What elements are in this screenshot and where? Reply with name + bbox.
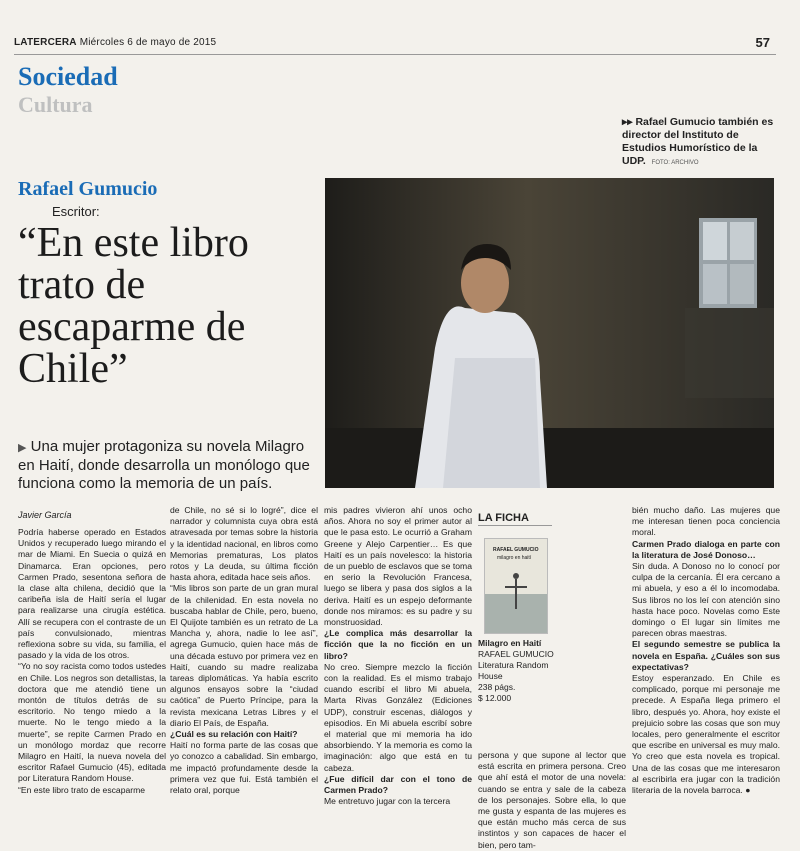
book-publisher: Literatura Random House bbox=[478, 660, 549, 681]
article-column-4 bbox=[478, 750, 626, 851]
author-role: Escritor: bbox=[52, 204, 100, 219]
byline: Javier García bbox=[18, 510, 72, 520]
book-author: RAFAEL GUMUCIO bbox=[478, 649, 554, 659]
header-rule bbox=[14, 54, 776, 55]
lead-paragraph bbox=[18, 438, 318, 493]
paragraph: de Chile, no sé si lo logré”, dice el narrador y columnista cuya obra está atravesada por temas sobre la historia y la identidad nacional, en libros como Memorias prematuras, Los platos rotos y La deuda, su última ficción hasta ahora, editada hace seis años. bbox=[170, 505, 318, 583]
issue-date: Miércoles 6 de mayo de 2015 bbox=[79, 37, 217, 48]
article-column-5 bbox=[632, 505, 780, 796]
interview-question: ¿Cuál es su relación con Haití? bbox=[170, 729, 298, 740]
article-column-2 bbox=[170, 505, 318, 796]
author-name: Rafael Gumucio bbox=[18, 178, 158, 200]
photo-credit: FOTO: ARCHIVO bbox=[651, 160, 699, 166]
section-title: Sociedad bbox=[18, 62, 118, 91]
article-column-3 bbox=[324, 505, 472, 807]
book-cover-illustration bbox=[485, 539, 547, 633]
caption-text: ▸▸ Rafael Gumucio también es director del Instituto de Estudios Humorístico de la UDP. bbox=[622, 116, 774, 167]
book-sidebar-title: LA FICHA bbox=[478, 512, 529, 524]
paragraph: Podría haberse operado en Estados Unidos y recuperado luego mirando el mar de Miami. En Suecia o quizá en Dinamarca. Eran opciones, pero Carmen Prado, sesentona señora de la clase alta chilena, decidió que la caribeña isla de Haití sería el lugar para realizarse una cirugía estética. Allí se recupera con el contraste de un país convulsionado, mientras reflexiona sobre su vida, su familia, el pasado y la vida de los otros. bbox=[18, 527, 166, 661]
book-title: Milagro en Haití bbox=[478, 638, 542, 648]
paragraph: Haití no forma parte de las cosas que yo conozco a cabalidad. Sin embargo, me impactó profundamente desde la primera vez que fui. Está también el relato oral, porque bbox=[170, 740, 318, 796]
page-number: 57 bbox=[755, 35, 770, 50]
paragraph: persona y que supone al lector que está escrita en primera persona. Creo que ahí está el motor de una novela: cuando se entra y sale de la cabeza de los personajes. Sobre ella, lo que me gusta y espanta de las mujeres es que están mucho más cerca de sus instintos y son capaces de hacer el bien, pero tam- bbox=[478, 750, 626, 850]
subsection-title: Cultura bbox=[18, 92, 93, 117]
book-cover-author: RAFAEL GUMUCIO bbox=[493, 547, 539, 553]
sidebar-rule bbox=[478, 525, 552, 526]
paper-name: LATERCERA bbox=[14, 37, 77, 48]
paragraph: “En este libro trato de escaparme bbox=[18, 784, 146, 795]
triangle-bullet-icon: ▶ bbox=[18, 442, 27, 454]
book-cover-title: milagro en haití bbox=[497, 555, 532, 561]
interview-question: El segundo semestre se publica la novela en España. ¿Cuáles son sus expectativas? bbox=[632, 639, 780, 672]
paragraph: Me entretuvo jugar con la tercera bbox=[324, 796, 451, 807]
newspaper-header bbox=[14, 37, 216, 48]
portrait-illustration bbox=[325, 178, 774, 488]
paragraph: “Mis libros son parte de un gran mural de la chilenidad. En esta novela no buscaba hablar de Chile, pero, bueno, El Quijote también es un retrato de La Mancha y, ahora, nadie lo lee así”, agrega Gumucio, quien hace más de una década estuvo por primera vez en Haití, cuando su madre realizaba tareas diplomáticas. Ya había escrito algunos ensayos sobre la “ciudad caótica” de Puerto Príncipe, para la revista mexicana Letras Libres y el diario El País, de España. bbox=[170, 583, 318, 728]
book-pages: 238 págs. bbox=[478, 682, 516, 692]
interview-question: Carmen Prado dialoga en parte con la literatura de José Donoso… bbox=[632, 538, 780, 560]
article-column-1 bbox=[18, 527, 166, 796]
headline: “En este libro trato de escaparme de Chile” bbox=[18, 220, 249, 392]
lead-text: Una mujer protagoniza su novela Milagro en Haití, donde desarrolla un monólogo que funciona como la memoria de un país. bbox=[18, 438, 310, 492]
paragraph: bién mucho daño. Las mujeres que me interesan tienen poca conciencia moral. bbox=[632, 505, 780, 538]
paragraph: No creo. Siempre mezclo la ficción con la realidad. Es el mismo trabajo cuando escribí el libro Mi abuela, Marta Rivas González (Ediciones UDP), construir escenas, diálogos y episodios. En Mi abuela escribí sobre el material que mi memoria ha ido absorbiendo. Y la memoria es como la imaginación: algo que está en tu cabeza. bbox=[324, 661, 472, 773]
book-details bbox=[478, 638, 556, 704]
interview-question: ¿Fue difícil dar con el tono de Carmen Prado? bbox=[324, 773, 472, 796]
book-price: $ 12.000 bbox=[478, 693, 512, 703]
interview-question: ¿Le complica más desarrollar la ficción que la no ficción en un libro? bbox=[324, 628, 472, 661]
paragraph: Sin duda. A Donoso no lo conocí por culpa de la cercanía. Él era cercano a mi abuela, y eso a él lo incomodaba. Sus libros no los leí con atención sino hasta hace poco. Novelas como Este domingo o El lugar sin límites me parecen obras maestras. bbox=[632, 561, 780, 639]
paragraph: Estoy esperanzado. En Chile es complicado, porque mi personaje me precede. A España llega primero el libro, después yo. Ahora, hoy existe el prejuicio sobre las cosas que son muy locales, pero generalmente el escritor que escribe en universal es muy malo. Yo creo que esta novela es tropical. Una de las cosas que me interesaron al escribirla era jugar con la tradición literaria de la novela barroca. ● bbox=[632, 673, 780, 796]
book-cover bbox=[484, 538, 548, 634]
portrait-photo bbox=[325, 178, 774, 488]
paragraph: mis padres vivieron ahí unos ocho años. Ahora no soy el primer autor al que le pasa esto. Le ocurrió a Graham Greene y Alejo Carpentier… Es que Haití es un país novelesco: la historia de un pueblo de esclavos que se toma en serio la Revolución Francesa, luego se libera y pasa dos siglos a la deriva. Haití es un espejo deformante donde nos miramos: es su padre y su monstruosidad. bbox=[324, 505, 472, 628]
paragraph: “Yo no soy racista como todos ustedes en Chile. Los negros son detallistas, la doctora que me atendió tiene un montón de títulos detrás de su escritorio. No tengo miedo a la muerte. No le tengo miedo a la muerte”, se repite Carmen Prado en un monólogo mordaz que recorre Milagro en Haití, la nueva novela del escritor Rafael Gumucio (45), editada por Literatura Random House. bbox=[18, 661, 166, 784]
photo-caption bbox=[622, 116, 782, 170]
